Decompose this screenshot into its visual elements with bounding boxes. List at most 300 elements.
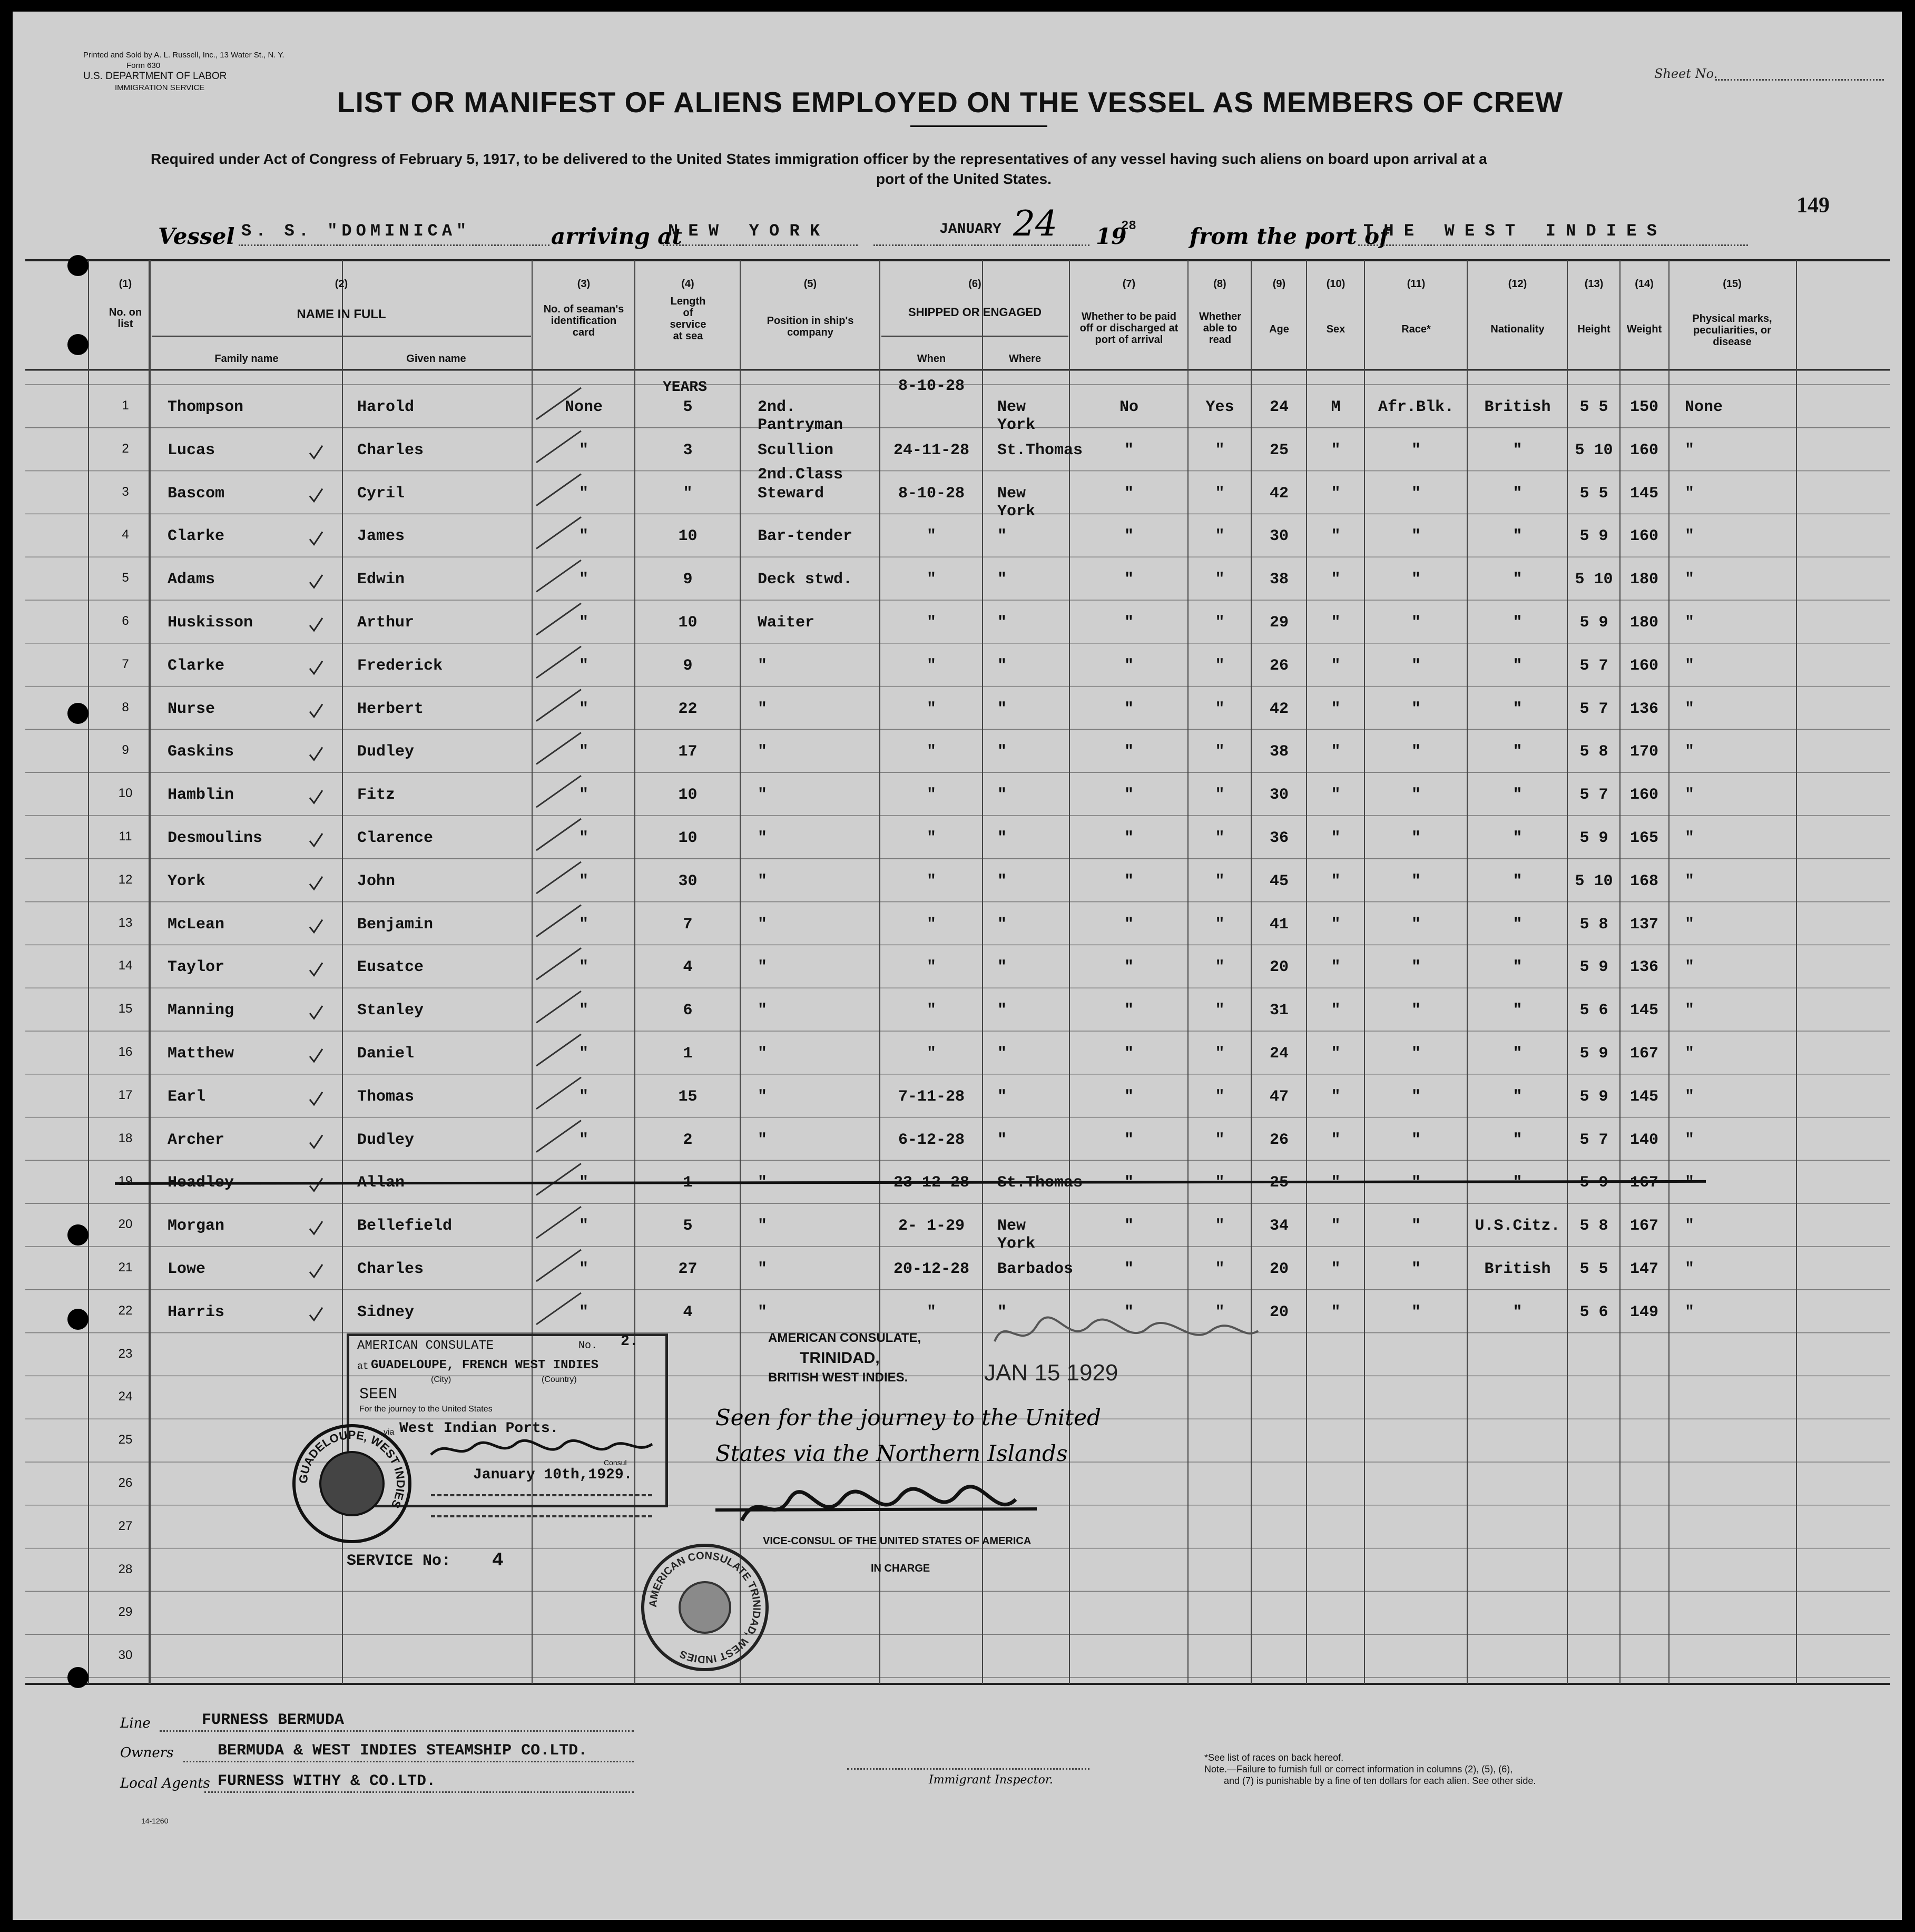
- cell-paid: ": [1124, 1260, 1134, 1278]
- cell-card: ": [578, 872, 588, 890]
- cell-card: ": [578, 1002, 588, 1020]
- cell-sex: ": [1331, 1217, 1341, 1235]
- cell-where: ": [997, 829, 1007, 847]
- cell-position: ": [758, 1045, 768, 1063]
- cell-position: ": [758, 829, 768, 847]
- cell-race: ": [1411, 1217, 1421, 1235]
- cell-when: ": [926, 614, 936, 632]
- cell-marks: ": [1685, 1131, 1695, 1149]
- cell-when: 7-11-28: [898, 1087, 965, 1106]
- cell-weight: 136: [1629, 958, 1658, 977]
- cell-height: 5 9: [1579, 1045, 1608, 1063]
- inspector-label: Immigrant Inspector.: [929, 1773, 1053, 1787]
- cell-where: New York: [997, 484, 1036, 521]
- trinidad-line-1: AMERICAN CONSULATE,: [768, 1331, 921, 1345]
- cell-where: ": [997, 872, 1007, 890]
- col-2-header: NAME IN FULL: [297, 307, 386, 321]
- cell-age: 26: [1269, 1131, 1289, 1149]
- cell-family: Thompson: [168, 398, 244, 416]
- page-title: LIST OR MANIFEST OF ALIENS EMPLOYED ON THE VESSEL AS MEMBERS OF CREW: [337, 86, 1564, 119]
- cell-given: Benjamin: [357, 915, 434, 934]
- cell-height: 5 8: [1579, 915, 1608, 934]
- cell-card: ": [578, 1303, 588, 1321]
- cell-given: Thomas: [357, 1087, 415, 1106]
- cell-race: ": [1411, 958, 1421, 977]
- cell-service: 1: [683, 1174, 693, 1192]
- col-7-header: Whether to be paid off or discharged at port of arrival: [1079, 311, 1179, 346]
- cell-height: 5 5: [1579, 1260, 1608, 1278]
- row-number: 30: [118, 1648, 133, 1663]
- trinidad-line-3: BRITISH WEST INDIES.: [768, 1370, 908, 1385]
- cell-no: 15: [118, 1002, 133, 1016]
- cell-height: 5 7: [1579, 1131, 1608, 1149]
- cell-no: 6: [122, 614, 129, 628]
- cell-race: ": [1411, 571, 1421, 589]
- cell-sex: ": [1331, 786, 1341, 805]
- col-2-number: (2): [335, 278, 348, 290]
- cell-when: ": [926, 1002, 936, 1020]
- cell-service: 4: [683, 958, 693, 977]
- cell-height: 5 7: [1579, 656, 1608, 675]
- cell-weight: 145: [1629, 1087, 1658, 1106]
- cell-given: Edwin: [357, 571, 405, 589]
- cell-paid: ": [1124, 527, 1134, 546]
- cell-age: 36: [1269, 829, 1289, 847]
- cell-service: 27: [678, 1260, 698, 1278]
- cell-nationality: ": [1513, 527, 1523, 546]
- col-5-header: Position in ship's company: [767, 315, 854, 338]
- service-value: 4: [492, 1549, 504, 1571]
- from-port: T H E W E S T I N D I E S: [1363, 221, 1657, 241]
- cell-family: Adams: [168, 571, 215, 589]
- cell-sex: ": [1331, 743, 1341, 761]
- cell-age: 25: [1269, 1174, 1289, 1192]
- cell-where: ": [997, 700, 1007, 718]
- cell-age: 34: [1269, 1217, 1289, 1235]
- cell-height: 5 5: [1579, 398, 1608, 416]
- cell-no: 12: [118, 872, 133, 887]
- cell-weight: 167: [1629, 1217, 1658, 1235]
- row-number: 24: [118, 1389, 133, 1404]
- footer-owners-label: Owners: [120, 1745, 174, 1761]
- cell-race: Afr.Blk.: [1378, 398, 1455, 416]
- col-11-number: (11): [1407, 278, 1426, 290]
- cell-card: ": [578, 1174, 588, 1192]
- cell-paid: ": [1124, 700, 1134, 718]
- cell-when: ": [926, 527, 936, 546]
- cell-paid: ": [1124, 872, 1134, 890]
- cell-nationality: ": [1513, 958, 1523, 977]
- cell-no: 4: [122, 527, 129, 542]
- vessel-label: Vessel: [158, 223, 235, 249]
- cell-no: 17: [118, 1087, 133, 1102]
- cell-where: St.Thomas: [997, 441, 1083, 459]
- footer-agents-rule: [204, 1791, 634, 1793]
- cell-given: Sidney: [357, 1303, 415, 1321]
- cell-weight: 160: [1629, 441, 1658, 459]
- cell-card: ": [578, 1131, 588, 1149]
- cell-card: ": [578, 656, 588, 675]
- cell-race: ": [1411, 527, 1421, 546]
- cell-nationality: British: [1484, 1260, 1551, 1278]
- cell-height: 5 8: [1579, 743, 1608, 761]
- cell-age: 26: [1269, 656, 1289, 675]
- cell-height: 5 9: [1579, 527, 1608, 546]
- cell-race: ": [1411, 1045, 1421, 1063]
- cell-weight: 180: [1629, 614, 1658, 632]
- cell-race: ": [1411, 1002, 1421, 1020]
- trinidad-line-2: TRINIDAD,: [800, 1349, 880, 1367]
- cell-nationality: U.S.Citz.: [1475, 1217, 1560, 1235]
- cell-service: 2: [683, 1131, 693, 1149]
- cell-position: ": [758, 1087, 768, 1106]
- cell-where: ": [997, 527, 1007, 546]
- cell-paid: ": [1124, 1174, 1134, 1192]
- arrival-month: JANUARY: [939, 221, 1001, 238]
- cell-given: Clarence: [357, 829, 434, 847]
- cell-read: ": [1215, 614, 1225, 632]
- cell-where: ": [997, 1045, 1007, 1063]
- cell-given: Cyril: [357, 484, 405, 503]
- year-suffix: 28: [1121, 219, 1136, 233]
- cell-race: ": [1411, 700, 1421, 718]
- cell-position: ": [758, 656, 768, 675]
- footer-note-1: *See list of races on back hereof.: [1204, 1752, 1344, 1763]
- cell-position: 2nd. Pantryman: [758, 398, 843, 434]
- col-11-header: Race*: [1401, 323, 1431, 335]
- cell-read: ": [1215, 441, 1225, 459]
- cell-marks: None: [1685, 398, 1723, 416]
- cell-position: ": [758, 915, 768, 934]
- cell-age: 20: [1269, 1260, 1289, 1278]
- cell-family: Huskisson: [168, 614, 253, 632]
- cell-sex: ": [1331, 915, 1341, 934]
- row-number: 27: [118, 1518, 133, 1533]
- cell-weight: 145: [1629, 1002, 1658, 1020]
- cell-given: Bellefield: [357, 1217, 453, 1235]
- row-number: 23: [118, 1346, 133, 1361]
- arriving-label: arriving at: [551, 223, 682, 249]
- cell-where: ": [997, 1131, 1007, 1149]
- cell-position: ": [758, 872, 768, 890]
- arrival-day: 24: [1013, 203, 1057, 244]
- cell-when: ": [926, 958, 936, 977]
- cell-marks: ": [1685, 1303, 1695, 1321]
- cell-given: Allan: [357, 1174, 405, 1192]
- cell-no: 19: [118, 1174, 133, 1189]
- arrival-date-rule: [873, 244, 1089, 246]
- form-number: Form 630: [126, 61, 161, 70]
- cell-read: ": [1215, 743, 1225, 761]
- cell-position: Steward: [758, 484, 824, 503]
- cell-when: ": [926, 786, 936, 805]
- cell-paid: ": [1124, 1002, 1134, 1020]
- cell-nationality: ": [1513, 700, 1523, 718]
- cell-when: ": [926, 743, 936, 761]
- subtitle-line-1: Required under Act of Congress of February 5, 1917, to be delivered to the United States immigration officer by the representatives of any vessel having such aliens on board upon arrival at a: [151, 151, 1487, 167]
- stamp-for-journey: For the journey to the United States: [359, 1405, 493, 1414]
- stamp-date: January 10th,1929.: [473, 1467, 633, 1483]
- cell-nationality: ": [1513, 829, 1523, 847]
- cell-where: ": [997, 614, 1007, 632]
- cell-card: ": [578, 1217, 588, 1235]
- cell-paid: ": [1124, 441, 1134, 459]
- cell-age: 41: [1269, 915, 1289, 934]
- inspector-signature-rule: [847, 1768, 1089, 1770]
- service-label: SERVICE No:: [347, 1552, 451, 1570]
- cell-where: ": [997, 743, 1007, 761]
- cell-weight: 137: [1629, 915, 1658, 934]
- cell-card: ": [578, 915, 588, 934]
- cell-race: ": [1411, 614, 1421, 632]
- cell-no: 8: [122, 700, 129, 714]
- cell-family: McLean: [168, 915, 225, 934]
- cell-where: ": [997, 1303, 1007, 1321]
- cell-paid: ": [1124, 1045, 1134, 1063]
- cell-race: ": [1411, 1260, 1421, 1278]
- cell-position: Deck stwd.: [758, 571, 853, 589]
- cell-marks: ": [1685, 1002, 1695, 1020]
- col-5-number: (5): [803, 278, 817, 290]
- cell-marks: ": [1685, 484, 1695, 503]
- cell-position: Scullion: [758, 441, 834, 459]
- cell-when: 2- 1-29: [898, 1217, 965, 1235]
- cell-paid: ": [1124, 786, 1134, 805]
- cell-position: Waiter: [758, 614, 815, 632]
- col-4-header: Length of service at sea: [670, 296, 706, 342]
- cell-card: ": [578, 958, 588, 977]
- cell-read: ": [1215, 527, 1225, 546]
- cell-age: 30: [1269, 786, 1289, 805]
- stamp-dashed-rule: [431, 1494, 652, 1496]
- cell-weight: 167: [1629, 1045, 1658, 1063]
- cell-read: ": [1215, 1045, 1225, 1063]
- punch-hole: [67, 1667, 89, 1688]
- cell-position: ": [758, 1131, 768, 1149]
- cell-family: Manning: [168, 1002, 234, 1020]
- trinidad-handwriting-1: Seen for the journey to the United: [715, 1405, 1101, 1430]
- cell-marks: ": [1685, 743, 1695, 761]
- cell-read: ": [1215, 484, 1225, 503]
- cell-weight: 160: [1629, 786, 1658, 805]
- col-2b-header: Given name: [406, 353, 466, 365]
- cell-when: ": [926, 829, 936, 847]
- footer-owners-value: BERMUDA & WEST INDIES STEAMSHIP CO.LTD.: [218, 1742, 588, 1760]
- footer-note-3: and (7) is punishable by a fine of ten dollars for each alien. See other side.: [1224, 1776, 1536, 1786]
- cell-when: 8-10-28: [898, 377, 965, 395]
- cell-service: 10: [678, 527, 698, 546]
- cell-card: None: [564, 398, 603, 416]
- cell-race: ": [1411, 829, 1421, 847]
- cell-height: 5 9: [1579, 614, 1608, 632]
- col-6a-header: When: [917, 353, 946, 365]
- cell-service: ": [683, 484, 693, 503]
- cell-sex: ": [1331, 1045, 1341, 1063]
- cell-service: 6: [683, 1002, 693, 1020]
- cell-no: 9: [122, 743, 129, 758]
- cell-position: ": [758, 1002, 768, 1020]
- cell-position: ": [758, 786, 768, 805]
- cell-sex: ": [1331, 656, 1341, 675]
- cell-given: Fitz: [357, 786, 396, 805]
- col-1-number: (1): [119, 278, 132, 290]
- footer-line-label: Line: [120, 1715, 151, 1731]
- cell-age: 45: [1269, 872, 1289, 890]
- cell-no: 22: [118, 1303, 133, 1318]
- stamp-no-value: 2.: [621, 1333, 639, 1350]
- cell-service: 7: [683, 915, 693, 934]
- cell-no: 2: [122, 441, 129, 456]
- cell-when: ": [926, 915, 936, 934]
- trinidad-handwriting-2: States via the Northern Islands: [715, 1440, 1068, 1466]
- cell-height: 5 10: [1575, 571, 1613, 589]
- cell-no: 20: [118, 1217, 133, 1232]
- cell-where: ": [997, 915, 1007, 934]
- arriving-port: N E W Y O R K: [668, 221, 820, 241]
- cell-when: ": [926, 1045, 936, 1063]
- col-6b-header: Where: [1008, 353, 1042, 365]
- cell-card: ": [578, 1087, 588, 1106]
- cell-marks: ": [1685, 786, 1695, 805]
- cell-when: ": [926, 571, 936, 589]
- cell-marks: ": [1685, 1045, 1695, 1063]
- vice-consul-signature: [710, 1478, 1058, 1536]
- year-prefix: 19: [1096, 223, 1127, 249]
- cell-family: Lowe: [168, 1260, 206, 1278]
- cell-read: ": [1215, 1087, 1225, 1106]
- punch-hole: [67, 1309, 89, 1330]
- cell-age: 42: [1269, 484, 1289, 503]
- cell-card: ": [578, 1045, 588, 1063]
- cell-position: ": [758, 1217, 768, 1235]
- cell-weight: 145: [1629, 484, 1658, 503]
- cell-card: ": [578, 527, 588, 546]
- col-2a-header: Family name: [214, 353, 279, 365]
- punch-hole: [67, 703, 89, 724]
- cell-given: Herbert: [357, 700, 424, 718]
- cell-service: 9: [683, 571, 693, 589]
- col-13-number: (13): [1584, 278, 1604, 290]
- cell-marks: ": [1685, 872, 1695, 890]
- cell-card: ": [578, 786, 588, 805]
- cell-age: 38: [1269, 743, 1289, 761]
- cell-marks: ": [1685, 958, 1695, 977]
- cell-age: 24: [1269, 398, 1289, 416]
- cell-position: ": [758, 1303, 768, 1321]
- cell-weight: 140: [1629, 1131, 1658, 1149]
- cell-nationality: ": [1513, 786, 1523, 805]
- cell-weight: 167: [1629, 1174, 1658, 1192]
- cell-given: Charles: [357, 1260, 424, 1278]
- cell-card: ": [578, 700, 588, 718]
- cell-height: 5 5: [1579, 484, 1608, 503]
- cell-marks: ": [1685, 700, 1695, 718]
- subtitle-line-2: port of the United States.: [876, 171, 1052, 187]
- col-12-header: Nationality: [1490, 323, 1545, 335]
- cell-given: Dudley: [357, 743, 415, 761]
- col-15-header: Physical marks, peculiarities, or disease: [1692, 313, 1772, 348]
- cell-service: 15: [678, 1087, 698, 1106]
- cell-where: New York: [997, 1217, 1036, 1253]
- cell-nationality: ": [1513, 872, 1523, 890]
- stamp-seen: SEEN: [359, 1386, 398, 1404]
- guadeloupe-seal-text: GUADELOUPE, WEST INDIES: [296, 1428, 408, 1511]
- cell-nationality: ": [1513, 571, 1523, 589]
- cell-position: ": [758, 1260, 768, 1278]
- cell-nationality: ": [1513, 1303, 1523, 1321]
- cell-sex: ": [1331, 1131, 1341, 1149]
- cell-weight: 168: [1629, 872, 1658, 890]
- cell-family: Harris: [168, 1303, 225, 1321]
- cell-service: 5: [683, 398, 693, 416]
- cell-sex: ": [1331, 484, 1341, 503]
- cell-marks: ": [1685, 1217, 1695, 1235]
- cell-when: 8-10-28: [898, 484, 965, 503]
- cell-race: ": [1411, 1303, 1421, 1321]
- cell-no: 7: [122, 656, 129, 671]
- cell-family: Gaskins: [168, 743, 234, 761]
- cell-paid: ": [1124, 484, 1134, 503]
- stamp-city-label: (City): [431, 1375, 451, 1384]
- cell-weight: 150: [1629, 398, 1658, 416]
- cell-paid: ": [1124, 1131, 1134, 1149]
- cell-no: 1: [122, 398, 129, 413]
- vice-consul-label: VICE-CONSUL OF THE UNITED STATES OF AMERICA: [763, 1535, 1032, 1547]
- cell-card: ": [578, 1260, 588, 1278]
- vessel-name-rule: [239, 244, 549, 246]
- cell-sex: ": [1331, 527, 1341, 546]
- cell-age: 20: [1269, 958, 1289, 977]
- department-label: U.S. DEPARTMENT OF LABOR: [83, 71, 227, 82]
- stamp-via-value: West Indian Ports.: [399, 1420, 559, 1437]
- stamp-at-label: at: [357, 1361, 369, 1372]
- cell-height: 5 9: [1579, 1174, 1608, 1192]
- cell-sex: ": [1331, 1002, 1341, 1020]
- cell-position: ": [758, 1174, 768, 1192]
- cell-paid: ": [1124, 1303, 1134, 1321]
- cell-nationality: ": [1513, 614, 1523, 632]
- cell-family: Clarke: [168, 527, 225, 546]
- cell-no: 14: [118, 958, 133, 973]
- cell-when: 6-12-28: [898, 1131, 965, 1149]
- cell-height: 5 10: [1575, 441, 1613, 459]
- cell-sex: ": [1331, 614, 1341, 632]
- cell-service: 10: [678, 786, 698, 805]
- cell-family: Headley: [168, 1174, 234, 1192]
- cell-nationality: ": [1513, 656, 1523, 675]
- cell-family: Hamblin: [168, 786, 234, 805]
- cell-height: 5 10: [1575, 872, 1613, 890]
- title-underline: [910, 125, 1047, 127]
- printer-line: Printed and Sold by A. L. Russell, Inc., 13 Water St., N. Y.: [83, 51, 284, 60]
- cell-nationality: ": [1513, 1174, 1523, 1192]
- cell-read: ": [1215, 571, 1225, 589]
- col-14-number: (14): [1635, 278, 1654, 290]
- cell-no: 18: [118, 1131, 133, 1145]
- cell-marks: ": [1685, 1260, 1695, 1278]
- sheet-number-label: Sheet No.: [1654, 66, 1718, 81]
- cell-family: Taylor: [168, 958, 225, 977]
- cell-no: 16: [118, 1045, 133, 1059]
- cell-paid: ": [1124, 571, 1134, 589]
- cell-family: Matthew: [168, 1045, 234, 1063]
- stamp-via-label: via: [384, 1428, 395, 1437]
- guadeloupe-seal: [289, 1420, 415, 1547]
- cell-race: ": [1411, 1174, 1421, 1192]
- cell-weight: 165: [1629, 829, 1658, 847]
- col-9-header: Age: [1269, 323, 1289, 335]
- cell-sex: ": [1331, 1303, 1341, 1321]
